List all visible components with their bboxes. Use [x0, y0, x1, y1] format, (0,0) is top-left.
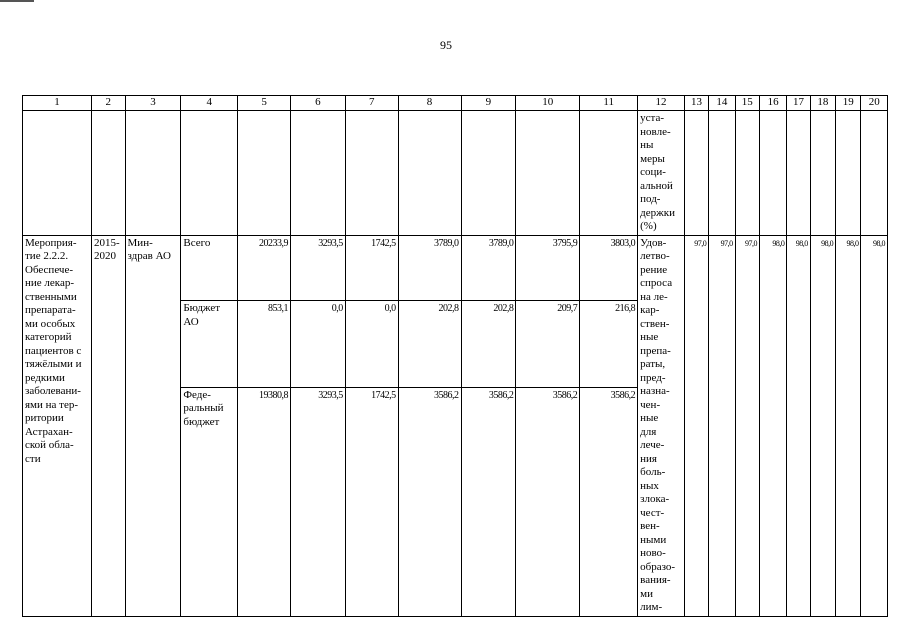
program-table: [22, 95, 888, 617]
value-cell: 202,8: [461, 301, 516, 388]
continued-indicator-text: уста- новле- ны меры соци- альной под- держки (%): [638, 111, 685, 236]
header-cell: 19: [836, 96, 861, 111]
measure-period: 2015- 2020: [92, 235, 126, 616]
scan-corner-mark: [0, 0, 34, 2]
funding-source: Феде- ральный бюджет: [181, 387, 238, 616]
continuation-row: [23, 111, 888, 236]
value-cell: 3586,2: [398, 387, 461, 616]
value-cell: 202,8: [398, 301, 461, 388]
header-cell: 18: [810, 96, 835, 111]
value-cell: 209,7: [516, 301, 580, 388]
header-cell: 10: [516, 96, 580, 111]
header-cell: 16: [759, 96, 786, 111]
header-cell: 7: [345, 96, 398, 111]
value-cell: 3586,2: [516, 387, 580, 616]
header-cell: 12: [638, 96, 685, 111]
header-cell: 11: [580, 96, 638, 111]
header-cell: 15: [735, 96, 759, 111]
value-cell: 0,0: [345, 301, 398, 388]
value-cell: 3789,0: [398, 235, 461, 301]
value-cell: 1742,5: [345, 235, 398, 301]
value-cell: 3795,9: [516, 235, 580, 301]
target-value: 98,0: [787, 235, 810, 616]
header-cell: 5: [238, 96, 291, 111]
header-cell: 2: [92, 96, 126, 111]
target-value: 98,0: [759, 235, 786, 616]
value-cell: 853,1: [238, 301, 291, 388]
funding-source: Бюджет АО: [181, 301, 238, 388]
header-cell: 3: [125, 96, 181, 111]
value-cell: 3293,5: [290, 235, 345, 301]
value-cell: 0,0: [290, 301, 345, 388]
header-cell: 6: [290, 96, 345, 111]
page-number: 95: [440, 38, 452, 52]
header-row: [23, 96, 888, 111]
target-value: 98,0: [861, 235, 888, 616]
target-value: 97,0: [735, 235, 759, 616]
measure-row-total: [23, 235, 888, 301]
measure-description: Мероприя- тие 2.2.2. Обеспече- ние лекар- ственными препарата- ми особых категорий пациентов с тяжёлыми и редкими заболевани- ями на тер- ритории Астрахан- ской обла- сти: [23, 235, 92, 616]
value-cell: 3803,0: [580, 235, 638, 301]
header-cell: 4: [181, 96, 238, 111]
indicator-text: Удов- летво- рение спроса на ле- кар- ствен- ные препа- раты, пред- назна- чен- ные для лече- ния боль- ных злока- чест- вен- ными ново- образо- вания- ми лим-: [638, 235, 685, 616]
target-value: 97,0: [684, 235, 708, 616]
header-cell: 13: [684, 96, 708, 111]
value-cell: 19380,8: [238, 387, 291, 616]
header-cell: 14: [709, 96, 735, 111]
header-cell: 17: [787, 96, 810, 111]
funding-source: Всего: [181, 235, 238, 301]
value-cell: 216,8: [580, 301, 638, 388]
header-cell: 1: [23, 96, 92, 111]
value-cell: 3789,0: [461, 235, 516, 301]
value-cell: 3586,2: [461, 387, 516, 616]
measure-executor: Мин- здрав АО: [125, 235, 181, 616]
value-cell: 1742,5: [345, 387, 398, 616]
target-value: 98,0: [836, 235, 861, 616]
value-cell: 20233,9: [238, 235, 291, 301]
target-value: 98,0: [810, 235, 835, 616]
value-cell: 3586,2: [580, 387, 638, 616]
target-value: 97,0: [709, 235, 735, 616]
header-cell: 9: [461, 96, 516, 111]
header-cell: 8: [398, 96, 461, 111]
header-cell: 20: [861, 96, 888, 111]
value-cell: 3293,5: [290, 387, 345, 616]
